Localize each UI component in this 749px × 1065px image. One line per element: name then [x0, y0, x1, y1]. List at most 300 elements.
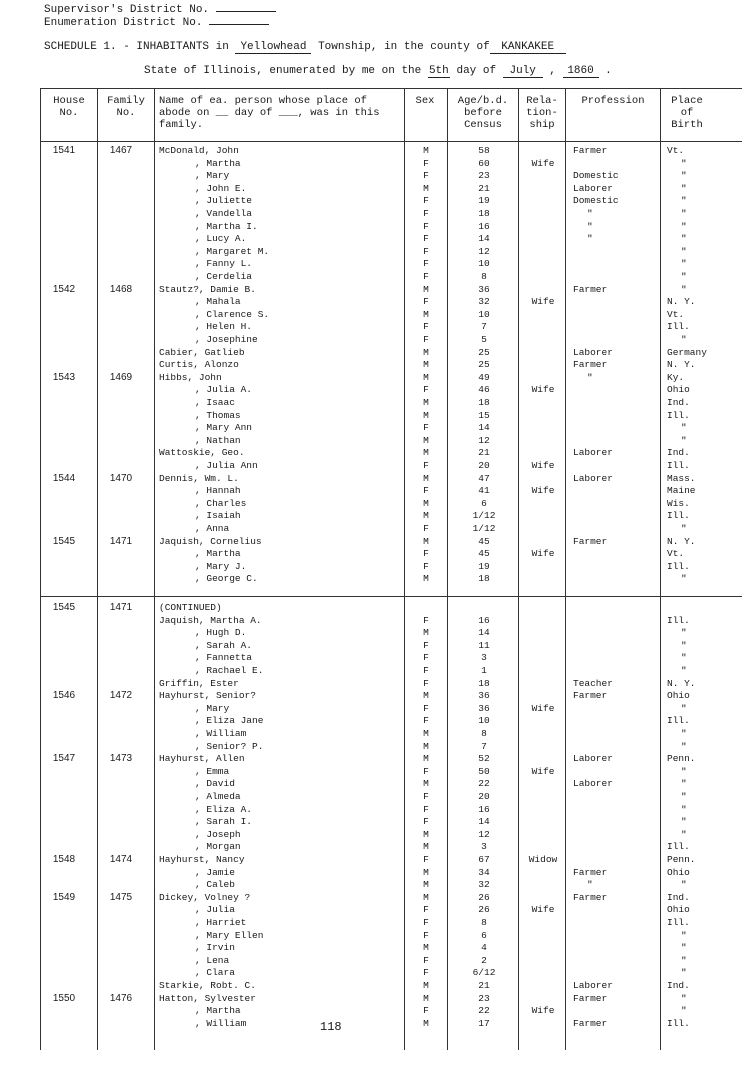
person-birthplace: "	[681, 523, 687, 534]
person-sex: M	[423, 535, 429, 547]
person-name: , Mary J.	[195, 560, 247, 572]
person-relation: Wife	[531, 485, 555, 497]
person-name: Hayhurst, Senior?	[159, 690, 256, 702]
person-name: , Senior? P.	[195, 740, 264, 752]
person-age: 32	[478, 296, 490, 308]
county-value: KANKAKEE	[490, 41, 566, 54]
person-name: , David	[195, 778, 235, 790]
person-name: , Hugh D.	[195, 627, 247, 639]
person-sex: M	[423, 359, 429, 371]
person-sex: F	[423, 854, 429, 865]
person-birthplace: "	[681, 992, 687, 1004]
person-birthplace: Ill.	[667, 321, 690, 333]
person-birthplace: Ill.	[667, 460, 690, 471]
person-age: 10	[478, 308, 490, 320]
person-name: , Helen H.	[195, 321, 253, 333]
person-age: 14	[478, 627, 490, 639]
person-birthplace: "	[681, 929, 687, 941]
person-relation: Wife	[531, 384, 555, 396]
family-number: 1471	[109, 535, 133, 547]
person-age: 21	[478, 980, 490, 991]
person-age: 25	[478, 346, 490, 358]
person-name: , Martha	[195, 548, 241, 560]
month-value: July	[503, 65, 543, 78]
person-sex: M	[423, 308, 429, 320]
person-sex: F	[423, 791, 429, 802]
person-sex: F	[423, 170, 429, 182]
supervisor-label: Supervisor's District No.	[44, 4, 210, 16]
col-rule-relation	[518, 88, 519, 1050]
header-bottom-rule	[40, 141, 742, 142]
person-sex: F	[423, 296, 429, 308]
house-number: 1545	[52, 535, 76, 547]
person-birthplace: "	[681, 208, 687, 219]
person-sex: F	[423, 1005, 429, 1017]
person-age: 23	[478, 992, 490, 1004]
person-age: 36	[478, 690, 490, 702]
person-name: , Sarah I.	[195, 816, 253, 828]
person-birthplace: "	[681, 828, 687, 840]
family-number: 1469	[109, 371, 133, 383]
col-header-birth: Place of Birth	[671, 95, 703, 131]
person-name: , Martha	[195, 157, 241, 169]
person-sex: M	[423, 371, 429, 383]
year-period: .	[605, 65, 612, 77]
person-age: 14	[478, 816, 490, 828]
person-sex: M	[423, 778, 429, 790]
person-name: (CONTINUED)	[159, 602, 222, 613]
day-value: 5th	[428, 65, 449, 77]
house-number: 1542	[52, 283, 76, 295]
person-age: 16	[478, 220, 490, 232]
person-birthplace: Ohio	[667, 690, 690, 702]
person-birthplace: Ind.	[667, 980, 690, 991]
person-name: , Martha I.	[195, 220, 258, 232]
person-relation: Wife	[531, 765, 555, 777]
person-birthplace: "	[681, 283, 687, 295]
house-number: 1548	[52, 854, 76, 865]
person-name: , Lucy A.	[195, 233, 247, 245]
person-birthplace: Ill.	[667, 841, 690, 853]
enumeration-blank	[209, 24, 269, 25]
person-sex: M	[423, 346, 429, 358]
person-profession: Farmer	[573, 283, 608, 295]
family-number: 1467	[109, 145, 133, 156]
person-birthplace: Ky.	[667, 371, 685, 383]
person-age: 49	[478, 371, 490, 383]
family-number: 1472	[109, 690, 133, 702]
person-name: Griffin, Ester	[159, 677, 239, 689]
person-age: 26	[478, 891, 490, 903]
person-name: , Nathan	[195, 434, 241, 446]
person-name: , George C.	[195, 573, 258, 585]
person-birthplace: "	[681, 1005, 687, 1017]
person-birthplace: Ill.	[667, 510, 690, 522]
person-name: , Isaac	[195, 397, 235, 408]
person-name: Jaquish, Cornelius	[159, 535, 262, 547]
person-age: 22	[478, 1005, 490, 1017]
person-birthplace: N. Y.	[667, 296, 696, 308]
person-name: , Isaiah	[195, 510, 241, 522]
person-name: , Anna	[195, 523, 230, 534]
person-birthplace: "	[681, 434, 687, 446]
person-name: Dennis, Wm. L.	[159, 472, 239, 484]
person-age: 10	[478, 258, 490, 270]
col-rule-age	[447, 88, 448, 1050]
person-age: 22	[478, 778, 490, 790]
person-sex: M	[423, 753, 429, 765]
person-age: 52	[478, 753, 490, 765]
person-age: 15	[478, 409, 490, 421]
person-name: Hibbs, John	[159, 371, 222, 383]
person-relation: Wife	[531, 702, 555, 714]
person-age: 12	[478, 828, 490, 840]
person-birthplace: Penn.	[667, 854, 696, 865]
house-number: 1543	[52, 371, 76, 383]
person-birthplace: "	[681, 245, 687, 257]
person-name: Starkie, Robt. C.	[159, 980, 256, 991]
person-profession: "	[587, 233, 593, 245]
person-relation: Wife	[531, 296, 555, 308]
person-birthplace: "	[681, 157, 687, 169]
person-age: 58	[478, 145, 490, 156]
person-age: 23	[478, 170, 490, 182]
person-age: 18	[478, 397, 490, 408]
person-age: 7	[481, 321, 487, 333]
person-name: , Emma	[195, 765, 230, 777]
person-name: , William	[195, 728, 247, 739]
person-name: Hayhurst, Allen	[159, 753, 245, 765]
person-name: Hatton, Sylvester	[159, 992, 256, 1004]
person-sex: F	[423, 271, 429, 282]
family-number: 1468	[109, 283, 133, 295]
person-age: 12	[478, 245, 490, 257]
person-name: , Julia Ann	[195, 460, 258, 471]
person-birthplace: "	[681, 334, 687, 345]
person-birthplace: "	[681, 879, 687, 891]
table-top-rule	[40, 88, 742, 89]
person-sex: F	[423, 485, 429, 497]
person-name: , Harriet	[195, 917, 247, 928]
person-sex: M	[423, 434, 429, 446]
person-age: 16	[478, 614, 490, 626]
person-relation: Wife	[531, 548, 555, 560]
person-relation: Widow	[528, 854, 558, 865]
col-rule-name	[154, 88, 155, 1050]
person-birthplace: Ind.	[667, 397, 690, 408]
person-name: , William	[195, 1017, 247, 1029]
person-birthplace: Ill.	[667, 614, 690, 626]
person-age: 26	[478, 904, 490, 916]
person-sex: M	[423, 841, 429, 853]
person-relation: Wife	[531, 904, 555, 916]
person-sex: M	[423, 447, 429, 459]
family-number: 1476	[109, 992, 133, 1004]
person-birthplace: "	[681, 170, 687, 182]
person-sex: F	[423, 917, 429, 928]
person-sex: F	[423, 614, 429, 626]
col-header-profession: Profession	[581, 95, 645, 107]
col-header-relation: Rela-tion-ship	[526, 95, 558, 131]
person-sex: F	[423, 157, 429, 169]
section-break-rule	[40, 596, 742, 597]
person-sex: F	[423, 765, 429, 777]
person-sex: M	[423, 690, 429, 702]
person-sex: M	[423, 828, 429, 840]
person-sex: F	[423, 816, 429, 828]
person-sex: M	[423, 573, 429, 585]
person-sex: M	[423, 728, 429, 739]
person-sex: F	[423, 665, 429, 676]
person-name: , Mary	[195, 702, 230, 714]
person-birthplace: "	[681, 954, 687, 966]
person-sex: F	[423, 523, 429, 534]
person-sex: M	[423, 145, 429, 156]
person-name: Wattoskie, Geo.	[159, 447, 245, 459]
person-age: 5	[481, 334, 487, 345]
year-value: 1860	[563, 65, 599, 78]
person-name: , Mary	[195, 170, 230, 182]
person-sex: F	[423, 904, 429, 916]
person-sex: F	[423, 384, 429, 396]
person-profession: "	[587, 208, 593, 219]
schedule-line	[44, 41, 566, 54]
person-sex: M	[423, 182, 429, 194]
person-profession: "	[587, 220, 593, 232]
person-age: 1/12	[472, 510, 496, 522]
person-name: , Charles	[195, 497, 247, 509]
col-header-family: Family No.	[107, 95, 145, 119]
person-sex: M	[423, 472, 429, 484]
person-sex: F	[423, 233, 429, 245]
person-birthplace: Penn.	[667, 753, 696, 765]
person-age: 36	[478, 283, 490, 295]
person-sex: F	[423, 702, 429, 714]
person-birthplace: Ill.	[667, 409, 690, 421]
person-birthplace: Ill.	[667, 715, 690, 727]
person-birthplace: "	[681, 233, 687, 245]
person-profession: Farmer	[573, 866, 608, 878]
person-birthplace: Ohio	[667, 904, 690, 916]
person-name: , Thomas	[195, 409, 241, 421]
person-birthplace: "	[681, 765, 687, 777]
person-name: , Irvin	[195, 942, 235, 954]
family-number: 1473	[109, 753, 133, 765]
person-sex: M	[423, 992, 429, 1004]
person-birthplace: "	[681, 271, 687, 282]
person-age: 46	[478, 384, 490, 396]
person-profession: Teacher	[573, 677, 613, 689]
house-number: 1547	[52, 753, 76, 765]
state-prefix: State of Illinois, enumerated by me on the	[144, 65, 422, 77]
person-name: , Hannah	[195, 485, 241, 497]
person-age: 18	[478, 677, 490, 689]
person-birthplace: Vt.	[667, 145, 685, 156]
person-profession: Farmer	[573, 891, 608, 903]
person-age: 7	[481, 740, 487, 752]
person-name: , Mary Ellen	[195, 929, 264, 941]
family-number: 1470	[109, 472, 133, 484]
person-age: 6/12	[472, 967, 496, 979]
state-line	[144, 65, 612, 78]
person-profession: Domestic	[573, 195, 619, 207]
person-birthplace: "	[681, 702, 687, 714]
person-sex: M	[423, 879, 429, 891]
person-sex: F	[423, 652, 429, 664]
person-birthplace: "	[681, 740, 687, 752]
supervisor-blank	[216, 11, 276, 12]
person-sex: M	[423, 510, 429, 522]
person-age: 6	[481, 497, 487, 509]
day-label: day of	[456, 65, 497, 77]
person-birthplace: "	[681, 422, 687, 434]
person-age: 60	[478, 157, 490, 169]
col-rule-profession	[565, 88, 566, 1050]
person-birthplace: Mass.	[667, 472, 696, 484]
person-age: 18	[478, 208, 490, 219]
person-profession: Laborer	[573, 346, 613, 358]
person-name: , Almeda	[195, 791, 241, 802]
person-birthplace: Ill.	[667, 917, 690, 928]
person-age: 16	[478, 803, 490, 815]
person-sex: F	[423, 967, 429, 979]
person-age: 11	[478, 639, 490, 651]
supervisor-line	[44, 4, 276, 16]
person-profession: Farmer	[573, 359, 608, 371]
person-birthplace: "	[681, 573, 687, 585]
person-sex: M	[423, 409, 429, 421]
person-birthplace: "	[681, 816, 687, 828]
person-sex: F	[423, 208, 429, 219]
person-name: , Caleb	[195, 879, 235, 891]
person-sex: M	[423, 740, 429, 752]
person-age: 50	[478, 765, 490, 777]
person-birthplace: "	[681, 182, 687, 194]
house-number: 1541	[52, 145, 76, 156]
person-birthplace: "	[681, 220, 687, 232]
family-number: 1474	[109, 854, 133, 865]
person-age: 12	[478, 434, 490, 446]
person-age: 10	[478, 715, 490, 727]
person-sex: F	[423, 258, 429, 270]
person-birthplace: Ohio	[667, 866, 690, 878]
person-birthplace: Vt.	[667, 548, 685, 560]
person-sex: F	[423, 321, 429, 333]
person-sex: F	[423, 677, 429, 689]
enumeration-label: Enumeration District No.	[44, 17, 203, 29]
person-sex: F	[423, 803, 429, 815]
house-number: 1545	[52, 602, 76, 613]
person-name: , Rachael E.	[195, 665, 264, 676]
person-name: , Jamie	[195, 866, 235, 878]
col-header-house: House No.	[53, 95, 85, 119]
person-birthplace: Germany	[667, 346, 707, 358]
person-birthplace: Ill.	[667, 1017, 690, 1029]
person-profession: Laborer	[573, 980, 613, 991]
person-birthplace: "	[681, 791, 687, 802]
person-age: 45	[478, 535, 490, 547]
col-header-age: Age/b.d. before Census	[457, 95, 509, 131]
person-birthplace: "	[681, 967, 687, 979]
house-number: 1544	[52, 472, 76, 484]
person-name: Curtis, Alonzo	[159, 359, 239, 371]
person-profession: Laborer	[573, 472, 613, 484]
person-profession: Laborer	[573, 753, 613, 765]
house-number: 1546	[52, 690, 76, 702]
person-name: , Morgan	[195, 841, 241, 853]
person-sex: M	[423, 1017, 429, 1029]
person-birthplace: Wis.	[667, 497, 690, 509]
person-birthplace: N. Y.	[667, 677, 696, 689]
person-sex: F	[423, 220, 429, 232]
person-age: 47	[478, 472, 490, 484]
person-sex: F	[423, 334, 429, 345]
person-name: , Margaret M.	[195, 245, 270, 257]
person-birthplace: "	[681, 778, 687, 790]
person-age: 20	[478, 791, 490, 802]
person-profession: Farmer	[573, 1017, 608, 1029]
person-age: 21	[478, 182, 490, 194]
person-age: 1/12	[472, 523, 496, 534]
person-age: 8	[481, 271, 487, 282]
person-name: , Cerdelia	[195, 271, 253, 282]
person-name: , Mahala	[195, 296, 241, 308]
person-age: 20	[478, 460, 490, 471]
person-sex: M	[423, 497, 429, 509]
person-sex: M	[423, 980, 429, 991]
person-birthplace: Maine	[667, 485, 696, 497]
person-name: , Clara	[195, 967, 235, 979]
person-sex: F	[423, 929, 429, 941]
schedule-prefix: SCHEDULE 1. - INHABITANTS in	[44, 41, 229, 53]
person-name: , Juliette	[195, 195, 253, 207]
person-age: 67	[478, 854, 490, 865]
person-name: , Martha	[195, 1005, 241, 1017]
person-sex: M	[423, 891, 429, 903]
person-age: 17	[478, 1017, 490, 1029]
person-profession: Farmer	[573, 535, 608, 547]
person-sex: M	[423, 283, 429, 295]
person-birthplace: Ohio	[667, 384, 690, 396]
person-age: 36	[478, 702, 490, 714]
person-birthplace: "	[681, 665, 687, 676]
person-age: 2	[481, 954, 487, 966]
person-age: 18	[478, 573, 490, 585]
person-profession: "	[587, 371, 593, 383]
house-number: 1550	[52, 992, 76, 1004]
person-name: , Josephine	[195, 334, 258, 345]
house-number: 1549	[52, 891, 76, 903]
person-sex: F	[423, 245, 429, 257]
col-rule-left	[40, 88, 41, 1050]
person-sex: M	[423, 866, 429, 878]
person-name: , Fanny L.	[195, 258, 253, 270]
person-birthplace: N. Y.	[667, 359, 696, 371]
person-age: 25	[478, 359, 490, 371]
person-age: 34	[478, 866, 490, 878]
year-comma: ,	[549, 65, 556, 77]
person-birthplace: Ind.	[667, 891, 690, 903]
person-sex: F	[423, 422, 429, 434]
person-age: 1	[481, 665, 487, 676]
person-name: , Sarah A.	[195, 639, 253, 651]
person-name: Jaquish, Martha A.	[159, 614, 262, 626]
family-number: 1475	[109, 891, 133, 903]
person-birthplace: "	[681, 195, 687, 207]
col-header-sex: Sex	[415, 95, 435, 107]
person-birthplace: N. Y.	[667, 535, 696, 547]
person-birthplace: Vt.	[667, 308, 685, 320]
